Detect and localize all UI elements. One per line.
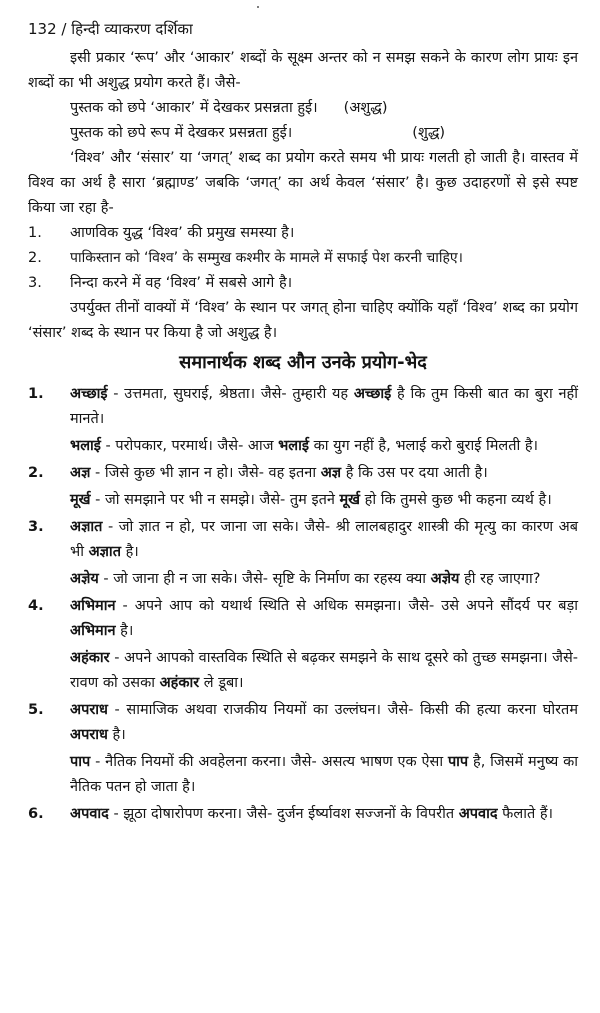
example-highlight: अहंकार: [159, 675, 200, 691]
word-definition: [70, 646, 578, 696]
entry-item: [28, 698, 578, 802]
entry-item: [28, 802, 578, 829]
definition-text: - जिसे कुछ भी ज्ञान न हो। जैसे- वह इतना: [90, 465, 321, 481]
definition-text: का युग नहीं है, भलाई करो बुराई मिलती है।: [309, 438, 539, 454]
example-highlight: अज्ञेय: [430, 571, 460, 587]
word-definition: [70, 802, 578, 827]
example-highlight: मूर्ख: [339, 492, 361, 508]
entry-number: 6.: [28, 806, 44, 822]
headword: अज्ञेय: [70, 571, 99, 587]
book-title: हिन्दी व्याकरण दर्शिका: [71, 20, 193, 38]
example-text: पुस्तक को छपे रूप में देखकर प्रसन्नता हुई।: [70, 125, 293, 141]
print-dot: [257, 6, 259, 8]
example-highlight: अच्छाई: [353, 386, 392, 402]
example-highlight: अज्ञात: [88, 544, 121, 560]
definition-text: है।: [120, 544, 139, 560]
entry-number: 2.: [28, 465, 44, 481]
example-list: [28, 221, 578, 296]
list-text: निन्दा करने में वह ‘विश्व’ में सबसे आगे है।: [70, 275, 293, 291]
definition-text: फैलाते हैं।: [497, 806, 554, 822]
example-line: [28, 96, 578, 121]
list-item: [28, 221, 578, 246]
definition-text: है।: [107, 727, 126, 743]
definition-text: ले डूबा।: [199, 675, 244, 691]
entry-item: [28, 594, 578, 698]
definition-text: - सामाजिक अथवा राजकीय नियमों का उल्लंघन। जैसे- किसी की हत्या करना घोरतम: [107, 702, 578, 718]
definition-text: हो कि तुमसे कुछ भी कहना व्यर्थ है।: [360, 492, 552, 508]
headword: अज्ञात: [70, 519, 103, 535]
entry-body: [70, 802, 578, 829]
example-tag: (शुद्ध): [412, 125, 446, 141]
list-number: 3.: [28, 275, 42, 291]
definition-text: - परोपकार, परमार्थ। जैसे- आज: [100, 438, 279, 454]
entry-body: [70, 594, 578, 698]
entry-number: 5.: [28, 702, 44, 718]
word-definition: [70, 515, 578, 565]
intro-paragraph-2: ‘विश्व’ और ‘संसार’ या ‘जगत्’ शब्द का प्रयोग करते समय भी प्रायः गलती हो जाती है। वास्तव में विश्व का अर्थ है सारा ‘ब्रह्माण्ड’ जबकि ‘जगत्’ का अर्थ केवल ‘संसार’ है। कुछ उदाहरणों से इसे स्पष्ट किया जा रहा है-: [28, 150, 578, 216]
definition-text: - उत्तमता, सुघराई, श्रेष्ठता। जैसे- तुम्हारी यह: [107, 386, 354, 402]
headword: भलाई: [70, 438, 101, 454]
definition-text: - जो ज्ञात न हो, पर जाना जा सके। जैसे- श्री लालबहादुर शास्त्री की मृत्यु का कारण अब भी: [70, 519, 578, 560]
headword: अपराध: [70, 702, 108, 718]
example-highlight: अपवाद: [458, 806, 498, 822]
entry-number: 4.: [28, 598, 44, 614]
headword: मूर्ख: [70, 492, 91, 508]
list-item: [28, 246, 578, 271]
page-header: [28, 18, 578, 40]
list-text: आणविक युद्ध ‘विश्व’ की प्रमुख समस्या है।: [70, 225, 295, 241]
example-highlight: पाप: [447, 754, 469, 770]
word-definition: [70, 594, 578, 644]
word-definition: [70, 567, 578, 592]
entry-body: [70, 515, 578, 594]
entry-item: [28, 382, 578, 461]
word-definition: [70, 488, 578, 513]
definition-text: - झूठा दोषारोपण करना। जैसे- दुर्जन ईर्ष्यावश सज्जनों के विपरीत: [108, 806, 459, 822]
example-highlight: भलाई: [278, 438, 310, 454]
entry-number: 3.: [28, 519, 44, 535]
header-separator: /: [61, 20, 67, 38]
example-line: [28, 121, 578, 146]
word-definition: [70, 750, 578, 800]
page-number: 132: [28, 20, 57, 38]
headword: अपवाद: [70, 806, 109, 822]
list-number: 1.: [28, 225, 42, 241]
entry-list: [28, 382, 578, 829]
entry-item: [28, 515, 578, 594]
example-tag: (अशुद्ध): [343, 100, 388, 116]
definition-text: है।: [115, 623, 134, 639]
definition-text: - अपने आपको वास्तविक स्थिति से बढ़कर समझने के साथ दूसरे को तुच्छ समझना। जैसे- रावण को उसका: [70, 650, 578, 691]
word-definition: [70, 698, 578, 748]
definition-text: है, जिसमें मनुष्य का नैतिक पतन हो जाता है।: [70, 754, 578, 795]
list-item: [28, 271, 578, 296]
word-definition: [70, 461, 578, 486]
list-text: पाकिस्तान को ‘विश्व’ के सम्मुख कश्मीर के मामले में सफाई पेश करनी चाहिए।: [70, 250, 463, 266]
definition-text: - नैतिक नियमों की अवहेलना करना। जैसे- असत्य भाषण एक ऐसा: [90, 754, 448, 770]
example-highlight: अभिमान: [70, 623, 116, 639]
word-definition: [70, 382, 578, 432]
example-highlight: अज्ञ: [320, 465, 342, 481]
definition-text: - अपने आप को यथार्थ स्थिति से अधिक समझना। जैसे- उसे अपने सौंदर्य पर बड़ा: [115, 598, 578, 614]
definition-text: - जो जाना ही न जा सके। जैसे- सृष्टि के निर्माण का रहस्य क्या: [98, 571, 431, 587]
headword: अच्छाई: [70, 386, 108, 402]
headword: पाप: [70, 754, 91, 770]
entry-item: [28, 461, 578, 515]
headword: अभिमान: [70, 598, 116, 614]
entry-body: [70, 698, 578, 802]
entry-body: [70, 461, 578, 515]
definition-text: है कि उस पर दया आती है।: [341, 465, 488, 481]
example-text: पुस्तक को छपे ‘आकार’ में देखकर प्रसन्नता हुई।: [70, 100, 318, 116]
list-number: 2.: [28, 250, 42, 266]
definition-text: है कि तुम किसी बात का बुरा नहीं मानते।: [70, 386, 578, 427]
intro-paragraph-3: उपर्युक्त तीनों वाक्यों में ‘विश्व’ के स्थान पर जगत् होना चाहिए क्योंकि यहाँ ‘विश्व’ शब्द का प्रयोग ‘संसार’ शब्द के स्थान पर किया है जो अशुद्ध है।: [28, 300, 578, 341]
definition-text: - जो समझाने पर भी न समझे। जैसे- तुम इतने: [90, 492, 340, 508]
section-heading: समानार्थक शब्द औन उनके प्रयोग-भेद: [179, 352, 427, 373]
headword: अज्ञ: [70, 465, 91, 481]
entry-body: [70, 382, 578, 461]
example-highlight: अपराध: [70, 727, 108, 743]
intro-paragraph-1: इसी प्रकार ‘रूप’ और ‘आकार’ शब्दों के सूक्ष्म अन्तर को न समझ सकने के कारण लोग प्रायः इन शब्दों का भी अशुद्ध प्रयोग करते हैं। जैसे-: [28, 50, 578, 91]
headword: अहंकार: [70, 650, 110, 666]
definition-text: ही रह जाएगा?: [459, 571, 541, 587]
entry-number: 1.: [28, 386, 44, 402]
word-definition: [70, 434, 578, 459]
